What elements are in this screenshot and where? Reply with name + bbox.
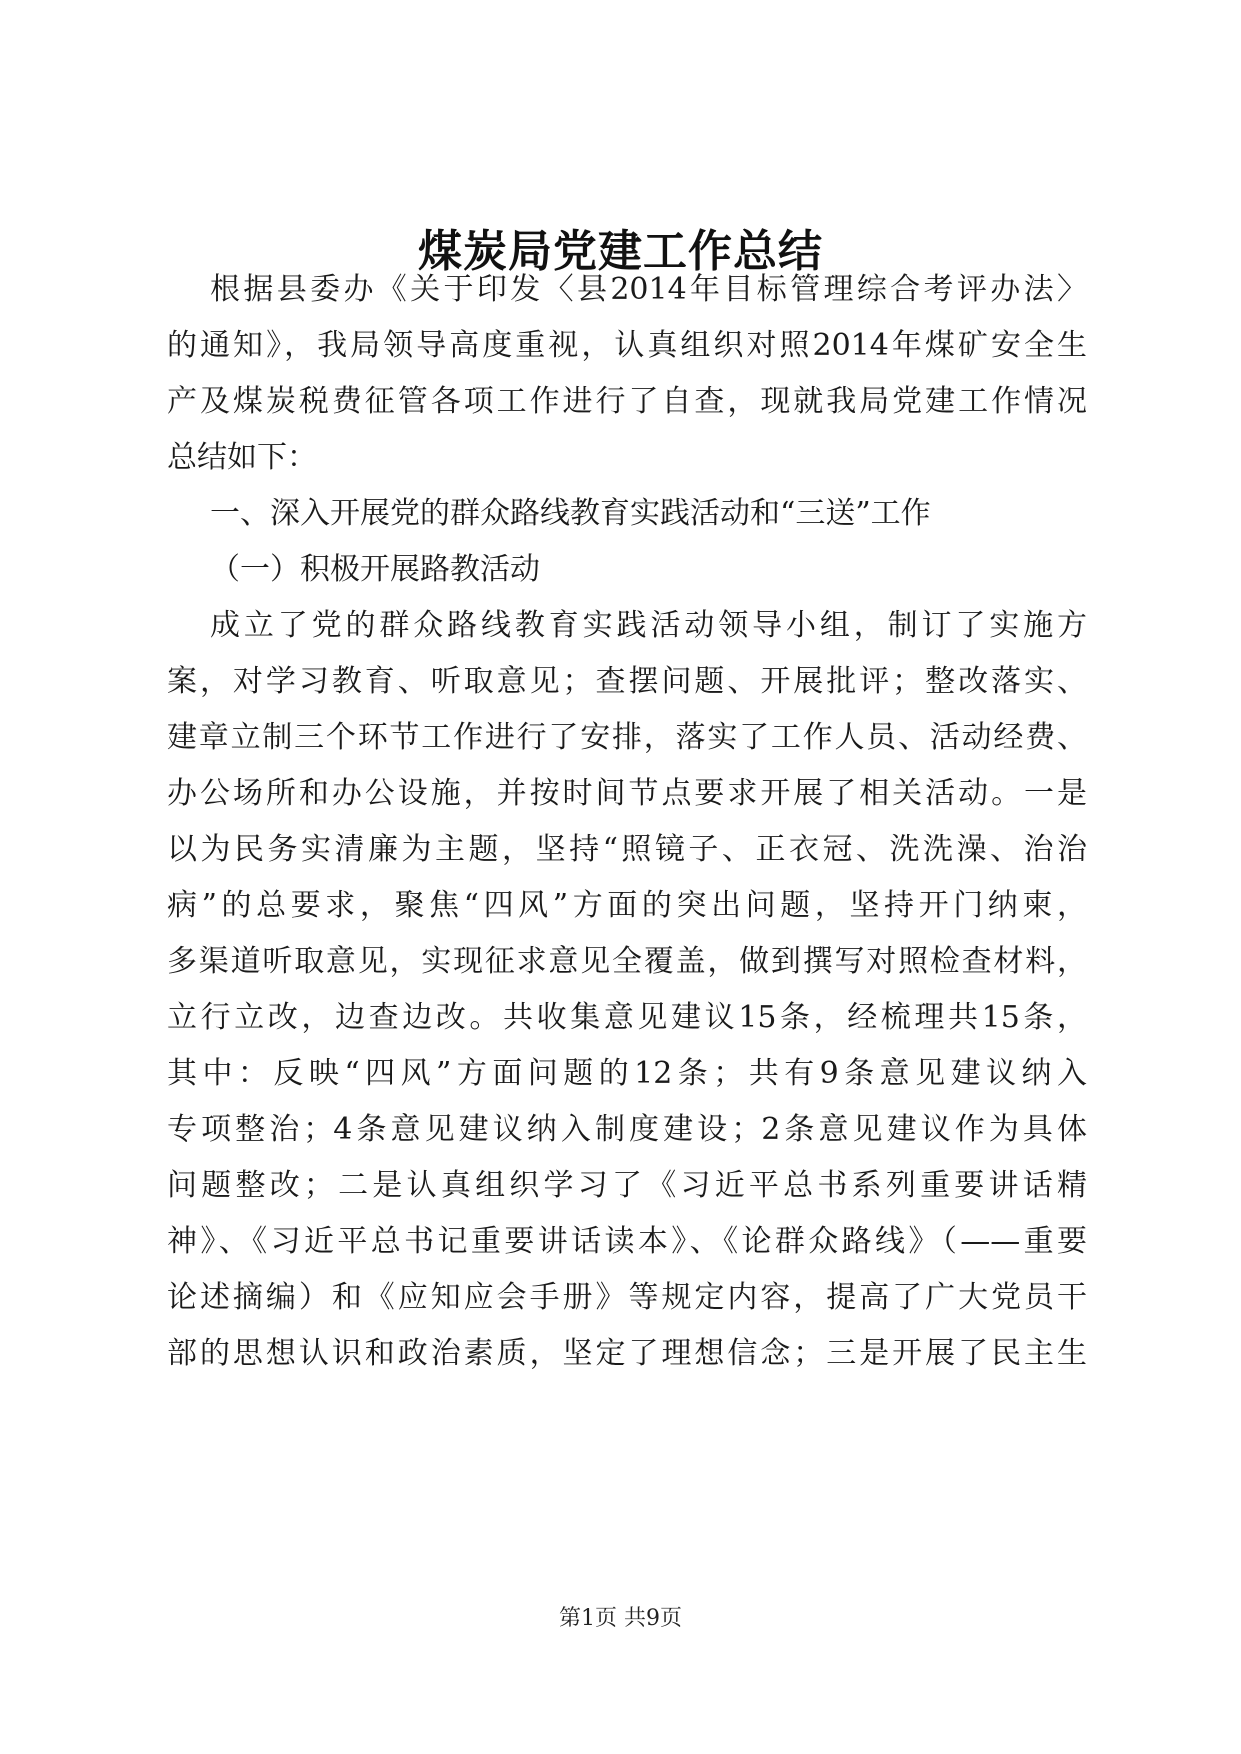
body-line: 成立了党的群众路线教育实践活动领导小组，制订了实施方 [210,608,1087,643]
body-line: 神》、《习近平总书记重要讲话读本》、《论群众路线》（——重要 [167,1224,1087,1259]
body-line: 多渠道听取意见，实现征求意见全覆盖，做到撰写对照检查材料， [167,944,1087,979]
body-line: 病”的总要求，聚焦“四风”方面的突出问题，坚持开门纳柬， [167,888,1087,923]
document-title: 煤炭局党建工作总结 [418,226,823,277]
body-line: 专项整治；4条意见建议纳入制度建设；2条意见建议作为具体 [167,1112,1087,1147]
body-line: 问题整改；二是认真组织学习了《习近平总书系列重要讲话精 [167,1168,1087,1203]
body-line: 产及煤炭税费征管各项工作进行了自查，现就我局党建工作情况 [167,384,1087,419]
body-line: 立行立改，边查边改。共收集意见建议15条，经梳理共15条， [167,1000,1087,1035]
body-line: 部的思想认识和政治素质，坚定了理想信念；三是开展了民主生 [167,1336,1087,1371]
body-line: 根据县委办《关于印发〈县2014年目标管理综合考评办法〉 [210,272,1087,307]
body-line: 案，对学习教育、听取意见；查摆问题、开展批评；整改落实、 [167,664,1087,699]
body-line: 论述摘编）和《应知应会手册》等规定内容，提高了广大党员干 [167,1280,1087,1315]
body-line: 以为民务实清廉为主题，坚持“照镜子、正衣冠、洗洗澡、治治 [167,832,1087,867]
body-line: 其中：反映“四风”方面问题的12条；共有9条意见建议纳入 [167,1056,1087,1091]
body-line: 办公场所和办公设施，并按时间节点要求开展了相关活动。一是 [167,776,1087,811]
body-line: 总结如下： [167,440,317,475]
body-line: 建章立制三个环节工作进行了安排，落实了工作人员、活动经费、 [167,720,1087,755]
body-line: 的通知》，我局领导高度重视，认真组织对照2014年煤矿安全生 [167,328,1087,363]
section-heading: 一、深入开展党的群众路线教育实践活动和“三送”工作 [210,496,931,531]
subsection-heading: （一）积极开展路教活动 [210,552,540,587]
page-footer: 第1页 共9页 [559,1606,682,1631]
